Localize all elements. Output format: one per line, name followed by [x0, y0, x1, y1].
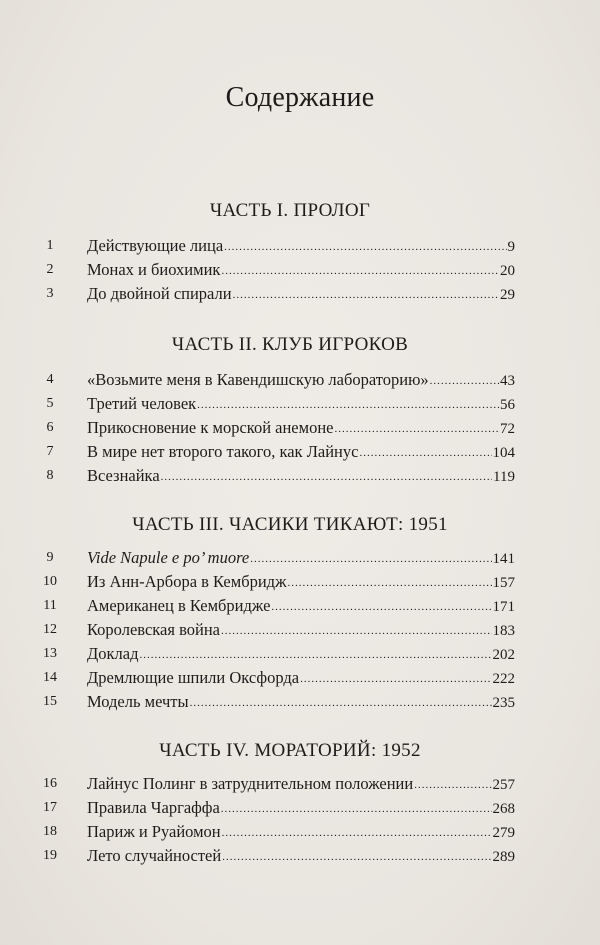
toc-entry: [0, 691, 600, 713]
chapter-number: 8: [46, 468, 54, 483]
page-number: 257: [492, 777, 515, 793]
chapter-title: Правила Чаргаффа: [87, 798, 220, 817]
page-number: 72: [500, 421, 515, 437]
toc-entry: [0, 797, 600, 819]
dot-leader: [271, 596, 491, 618]
chapter-number: 10: [43, 574, 57, 589]
toc-entry: [0, 773, 600, 795]
page-number: 56: [500, 397, 515, 413]
chapter-title: Действующие лица: [87, 236, 224, 255]
part-heading-3: ЧАСТЬ III. ЧАСИКИ ТИКАЮТ: 1951: [132, 514, 448, 535]
toc-entry: [0, 845, 600, 867]
chapter-number: 14: [43, 670, 57, 685]
chapter-number: 16: [43, 776, 57, 791]
page-number: 183: [492, 623, 515, 639]
page-number: 141: [492, 551, 515, 567]
chapter-number: 15: [43, 694, 57, 709]
toc-entry: [0, 643, 600, 665]
page-number: 157: [492, 575, 515, 591]
chapter-number: 3: [46, 286, 54, 301]
part-heading-4: ЧАСТЬ IV. МОРАТОРИЙ: 1952: [159, 740, 421, 761]
chapter-number: 6: [46, 420, 54, 435]
chapter-number: 5: [46, 396, 54, 411]
chapter-title: Прикосновение к морской анемоне: [87, 418, 334, 437]
chapter-number: 19: [43, 848, 57, 863]
toc-entry: [0, 465, 600, 487]
toc-entry: [0, 417, 600, 439]
dot-leader: [221, 798, 492, 820]
chapter-title: Доклад: [87, 644, 139, 663]
chapter-title: Дремлющие шпили Оксфорда: [87, 668, 300, 687]
chapter-title: Лето случайностей: [87, 846, 222, 865]
chapter-title: Vide Napule e po’ muore: [87, 548, 250, 567]
dot-leader: [224, 236, 506, 258]
page-number: 29: [500, 287, 515, 303]
dot-leader: [221, 620, 491, 642]
chapter-title: Из Анн-Арбора в Кембридж: [87, 572, 287, 591]
chapter-title: Американец в Кембридже: [87, 596, 271, 615]
chapter-title: До двойной спирали: [87, 284, 232, 303]
page-number: 119: [493, 469, 515, 485]
chapter-title: Лайнус Полинг в затруднительном положении: [87, 774, 414, 793]
page-title: Содержание: [225, 82, 375, 113]
dot-leader: [430, 370, 499, 392]
page-number: 279: [492, 825, 515, 841]
toc-entry: [0, 821, 600, 843]
page-number: 104: [492, 445, 515, 461]
toc-entry: [0, 235, 600, 257]
chapter-number: 18: [43, 824, 57, 839]
toc-entry: [0, 441, 600, 463]
page-number: 171: [492, 599, 515, 615]
dot-leader: [414, 774, 491, 796]
toc-entry: [0, 283, 600, 305]
part-heading-2: ЧАСТЬ II. КЛУБ ИГРОКОВ: [171, 334, 409, 355]
chapter-title: В мире нет второго такого, как Лайнус: [87, 442, 359, 461]
page-number: 268: [492, 801, 515, 817]
toc-entry: [0, 393, 600, 415]
toc-entry: [0, 595, 600, 617]
page-number: 9: [507, 239, 515, 255]
dot-leader: [221, 260, 499, 282]
toc-entry: [0, 369, 600, 391]
toc-entry: [0, 571, 600, 593]
chapter-number: 11: [43, 598, 57, 613]
chapter-number: 13: [43, 646, 57, 661]
toc-entry: [0, 547, 600, 569]
chapter-title: Модель мечты: [87, 692, 189, 711]
chapter-title: Третий человек: [87, 394, 197, 413]
page-number: 43: [500, 373, 515, 389]
dot-leader: [300, 668, 491, 690]
page-number: 289: [492, 849, 515, 865]
page-number: 20: [500, 263, 515, 279]
chapter-title: Монах и биохимик: [87, 260, 221, 279]
chapter-number: 2: [46, 262, 54, 277]
chapter-number: 17: [43, 800, 57, 815]
dot-leader: [233, 284, 499, 306]
part-heading-1: ЧАСТЬ I. ПРОЛОГ: [209, 200, 371, 221]
chapter-title: Всезнайка: [87, 466, 160, 485]
toc-entry: [0, 667, 600, 689]
chapter-title: Париж и Руайомон: [87, 822, 221, 841]
chapter-title: Королевская война: [87, 620, 221, 639]
chapter-title: «Возьмите меня в Кавендишскую лабораторию»: [87, 370, 429, 389]
dot-leader: [250, 548, 491, 570]
chapter-number: 9: [46, 550, 54, 565]
dot-leader: [222, 846, 491, 868]
dot-leader: [190, 692, 492, 714]
toc-entry: [0, 619, 600, 641]
page-number: 202: [492, 647, 515, 663]
dot-leader: [287, 572, 491, 594]
dot-leader: [139, 644, 491, 666]
dot-leader: [334, 418, 499, 440]
dot-leader: [222, 822, 492, 844]
chapter-number: 12: [43, 622, 57, 637]
chapter-number: 7: [46, 444, 54, 459]
dot-leader: [359, 442, 491, 464]
page-number: 235: [492, 695, 515, 711]
toc-entry: [0, 259, 600, 281]
chapter-number: 4: [46, 372, 54, 387]
dot-leader: [197, 394, 499, 416]
chapter-number: 1: [46, 238, 54, 253]
page-number: 222: [492, 671, 515, 687]
dot-leader: [161, 466, 492, 488]
